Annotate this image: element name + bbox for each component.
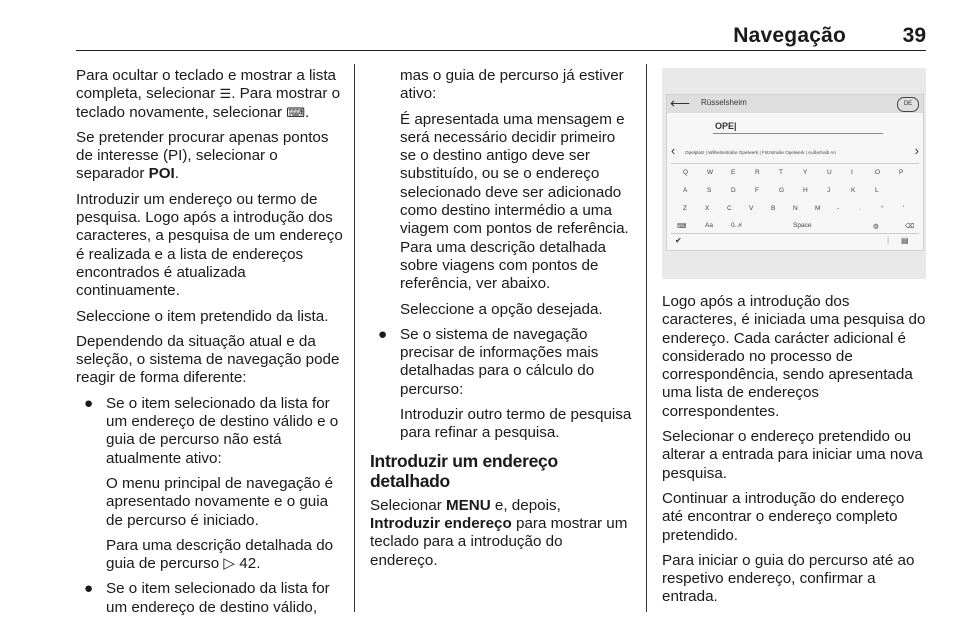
keyboard-key[interactable]: R [755,169,760,176]
symbols-key[interactable]: 0..# [731,222,742,229]
keyboard-key[interactable]: V [749,205,754,212]
keyboard-key[interactable]: . [859,205,861,212]
menu-label: MENU [445,496,491,514]
column-3 [662,293,926,614]
keyboard-key[interactable]: P [899,169,904,176]
page-ref[interactable]: 42 [239,555,257,573]
keyboard-key[interactable]: L [875,187,879,194]
list-item: ● Se o item selecionado da lista for um endereço de destino válido, [84,580,330,616]
keyboard-key[interactable]: Z [683,205,687,212]
enter-address-label: Introduzir endereço [370,514,512,532]
page-header [76,24,926,51]
divider [671,233,919,234]
search-input[interactable]: OPE| [715,121,737,131]
list-icon: ☰ [219,86,232,102]
city-label: Rüsselsheim [701,98,747,107]
paragraph: Seleccione a opção desejada. [400,300,603,318]
keyboard-key[interactable]: I [851,169,853,176]
keyboard-key[interactable]: S [707,187,712,194]
checkmark-icon[interactable]: ✔ [675,236,682,245]
keyboard-key[interactable]: Q [683,169,689,176]
keyboard-key[interactable]: ' [903,205,905,212]
keyboard-key[interactable]: X [705,205,710,212]
chevron-right-icon[interactable]: › [914,143,919,158]
paragraph: Introduzir outro termo de pesquisa para refinar a pesquisa. [400,406,632,442]
language-button[interactable]: DE [897,97,919,112]
keyboard-key[interactable]: D [731,187,736,194]
paragraph: mas o guia de percurso já estiver ativo: [400,67,624,103]
keyboard-key[interactable]: G [779,187,785,194]
paragraph: Introduzir um endereço ou termo de pesquisa. Logo após a introdução dos caracteres, a pesquisa de um endereço é realizada e a lista de endereços encontrados é atualizada continuamente. [76,190,343,300]
keyboard-key[interactable]: U [827,169,832,176]
paragraph: É apresentada uma mensagem e será necessário decidir primeiro se o destino antigo deve ser substituído, ou se o endereço selecionado deve ser adicionado como destino intermédio a uma viagem com pontos de referência. Para uma descrição detalhada sobre viagens com pontos de referência, ver abaixo. [400,110,629,293]
chevron-left-icon[interactable]: ‹ [671,143,676,158]
keyboard-key[interactable]: F [755,187,759,194]
paragraph: Logo após a introdução dos caracteres, é iniciada uma pesquisa do endereço. Cada carácter adicional é considerado no processo de correspondência, sendo apresentada uma lista de endereços correspondentes. [662,293,926,420]
divider [671,163,919,164]
column-1 [76,67,346,624]
bullet-icon: ● [378,325,388,343]
keyboard-key[interactable]: J [827,187,831,194]
keyboard-key[interactable]: K [851,187,856,194]
section-heading: Introduzir um endereço detalhado [370,450,558,491]
column-divider [646,64,647,612]
paragraph: O menu principal de navegação é apresentado novamente e o guia de percurso é iniciado. [106,474,334,529]
back-arrow-icon[interactable]: ⟵ [670,95,691,111]
keyboard-icon[interactable]: ⌨ [677,223,687,230]
keyboard-key[interactable]: A [683,187,688,194]
column-2 [370,67,632,577]
list-item: ● Se o item selecionado da lista for um endereço de destino válido e o guia de percurso não está atualmente ativo: [84,394,339,467]
case-key[interactable]: Aa [705,222,713,229]
keyboard-icon: ⌨ [286,104,306,120]
paragraph: Para uma descrição detalhada do guia de percurso ▷ 42. [106,536,334,573]
paragraph: Para iniciar o guia do percurso até ao respetivo endereço, confirmar a entrada. [662,551,915,606]
bullet-icon: ● [84,394,94,412]
paragraph: Dependendo da situação atual e da seleção, o sistema de navegação pode reagir de forma diferente: [76,332,340,387]
space-key[interactable]: Space [793,222,812,229]
column-divider [354,64,355,612]
page-ref-arrow-icon: ▷ [223,555,236,573]
input-underline [713,133,883,134]
paragraph: Selecionar o endereço pretendido ou alterar a entrada para iniciar uma nova pesquisa. [662,428,923,482]
keyboard-key[interactable]: T [779,169,783,176]
paragraph: Seleccione o item pretendido da lista. [76,307,329,325]
keyboard-key[interactable]: ° [881,205,884,212]
paragraph: Selecionar MENU e, depois, Introduzir endereço para mostrar um teclado para a introdução do endereço. [370,496,628,569]
keyboard-key[interactable]: M [815,205,821,212]
keyboard-key[interactable]: O [875,169,881,176]
keyboard-screen-illustration [662,68,926,279]
page-title: Navegação [733,24,846,47]
paragraph: Continuar a introdução do endereço até encontrar o endereço completo pretendido. [662,489,905,544]
poi-tab-label: POI [148,165,175,183]
keyboard-key[interactable]: C [727,205,732,212]
backspace-icon[interactable]: ⌫ [905,223,915,230]
keyboard-key[interactable]: B [771,205,776,212]
page-number: 39 [902,24,926,47]
keyboard-key[interactable]: E [731,169,736,176]
search-bar [667,95,923,113]
suggestion-list[interactable]: Opelplatz | Wilhelmstraße Opelwerk | Fritzstraße Opelwerk | Außerhalb An [685,150,836,155]
screen-display [666,94,924,251]
keyboard-key[interactable]: - [837,205,840,212]
voice-icon[interactable]: ◍ [873,223,879,230]
keyboard-key[interactable]: W [707,169,714,176]
keyboard-key[interactable]: Y [803,169,808,176]
list-icon[interactable]: ▤ [901,236,909,245]
paragraph: Para ocultar o teclado e mostrar a lista completa, selecionar ☰. Para mostrar o teclado novamente, selecionar ⌨. [76,67,341,121]
list-item: ● Se o sistema de navegação precisar de informações mais detalhadas para o cálculo do percurso: [378,325,599,398]
keyboard-key[interactable]: H [803,187,808,194]
paragraph: Se pretender procurar apenas pontos de interesse (PI), selecionar o separador POI. [76,128,329,183]
keyboard-key[interactable]: N [793,205,798,212]
suggestion-bar [667,145,923,161]
bullet-icon: ● [84,580,94,598]
divider: | [887,236,890,245]
